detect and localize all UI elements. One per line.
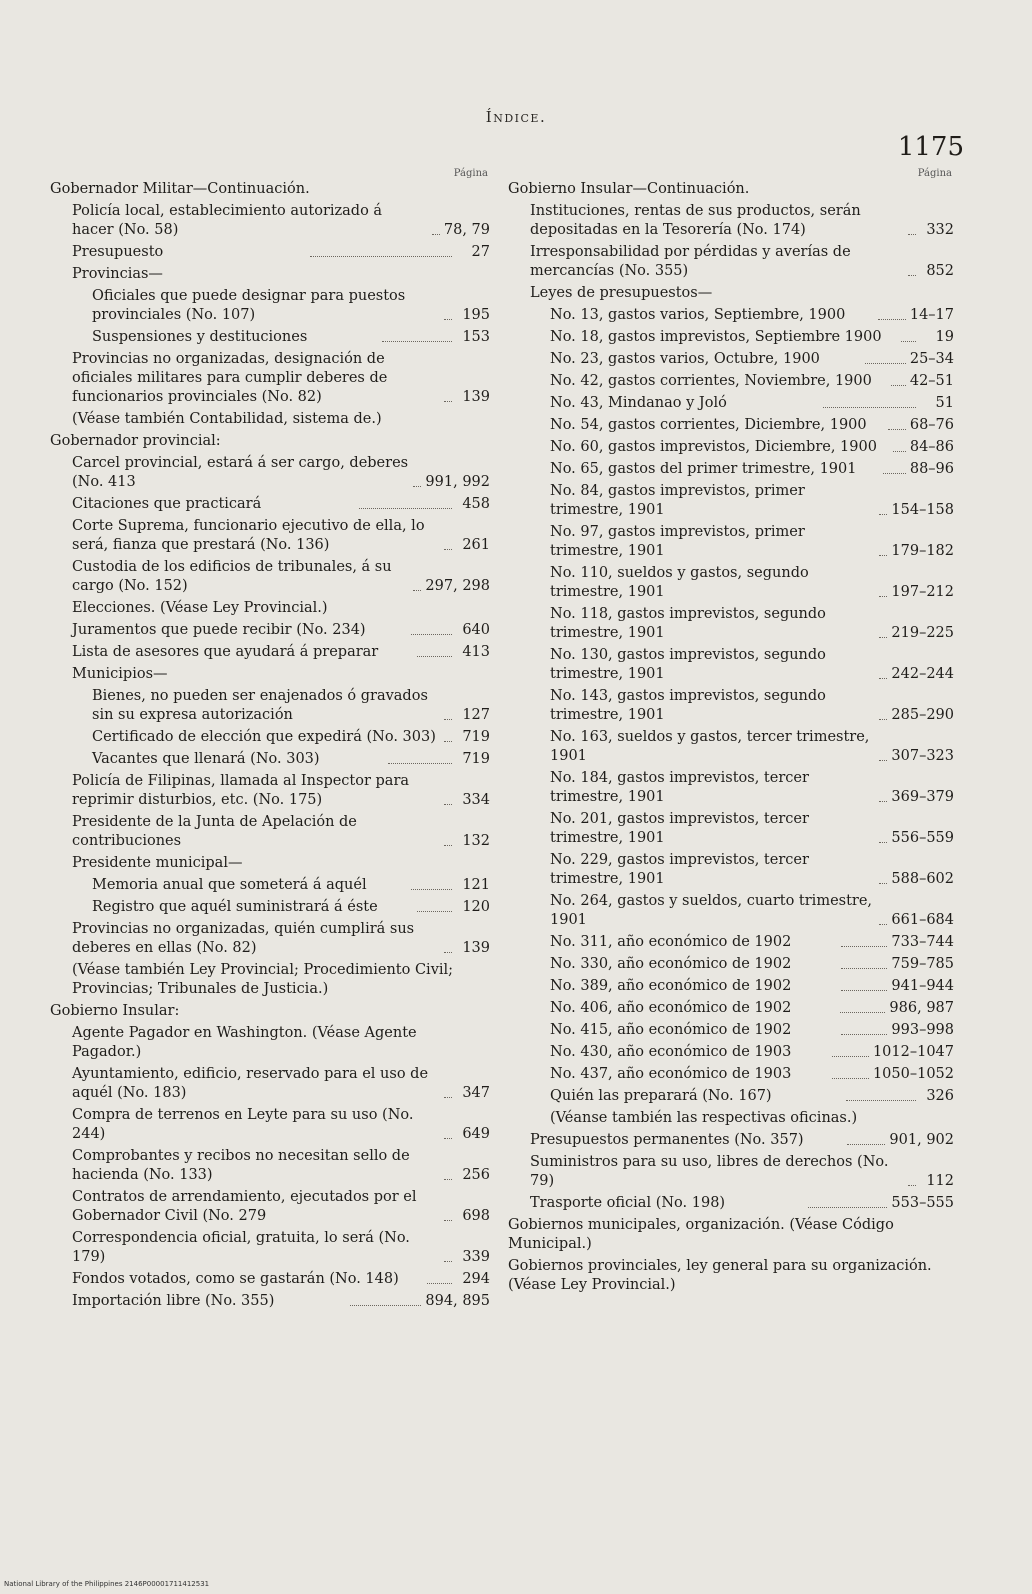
dot-leader — [444, 1220, 452, 1221]
entry-page: 25–34 — [909, 351, 955, 367]
footer-credit: National Library of the Philippines 2146P00001711412531 — [4, 1580, 210, 1588]
dot-leader — [879, 760, 887, 761]
entry-text: No. 130, gastos imprevistos, segundo trimestre, 1901 — [550, 647, 826, 682]
dot-leader — [444, 1261, 452, 1262]
entry-text: No. 60, gastos imprevistos, Diciembre, 1900 — [550, 439, 877, 455]
index-entry — [50, 558, 490, 596]
entry-text: Carcel provincial, estará á ser cargo, deberes (No. 413 — [72, 455, 409, 490]
index-entry — [50, 621, 490, 640]
entry-page: 132 — [462, 833, 490, 849]
dot-leader — [879, 596, 887, 597]
index-entry — [508, 1021, 954, 1040]
index-entry — [508, 438, 954, 457]
entry-page: 941–944 — [891, 978, 954, 994]
entry-page: 112 — [926, 1173, 954, 1189]
dot-leader — [879, 842, 887, 843]
index-entry — [50, 643, 490, 662]
index-entry — [508, 728, 954, 766]
entry-page: 139 — [462, 940, 490, 956]
dot-leader — [310, 256, 452, 257]
index-entry — [508, 372, 954, 391]
entry-page: 19 — [935, 329, 954, 345]
entry-page: 127 — [462, 707, 490, 723]
dot-leader — [879, 801, 887, 802]
dot-leader — [891, 385, 906, 386]
entry-page: 326 — [926, 1088, 955, 1104]
dot-leader — [879, 883, 887, 884]
index-entry — [50, 495, 490, 514]
entry-page: 195 — [462, 307, 490, 323]
entry-text: No. 311, año económico de 1902 — [550, 934, 792, 950]
entry-text: No. 97, gastos imprevistos, primer trimestre, 1901 — [550, 524, 805, 559]
dot-leader — [879, 678, 887, 679]
entry-text: Presupuesto — [72, 244, 164, 260]
entry-page: 256 — [462, 1167, 490, 1183]
index-entry — [50, 599, 490, 618]
dot-leader — [878, 319, 906, 320]
entry-page: 68–76 — [909, 417, 955, 433]
entry-text: Agente Pagador en Washington. (Véase Agente Pagador.) — [72, 1025, 417, 1060]
index-entry — [50, 1147, 490, 1185]
right-column-label: Página — [917, 168, 952, 179]
entry-text: Policía local, establecimiento autorizado á hacer (No. 58) — [72, 203, 383, 238]
index-entry — [50, 202, 490, 240]
index-entry — [50, 517, 490, 555]
entry-text: Presidente de la Junta de Apelación de contribuciones — [72, 814, 357, 849]
entry-page: 413 — [462, 644, 490, 660]
entry-page: 640 — [462, 622, 490, 638]
entry-page: 369–379 — [891, 789, 954, 805]
entry-text: Citaciones que practicará — [72, 496, 262, 512]
dot-leader — [417, 911, 452, 912]
entry-text: No. 229, gastos imprevistos, tercer trimestre, 1901 — [550, 852, 809, 887]
entry-text: Gobiernos municipales, organización. (Véase Código Municipal.) — [508, 1217, 894, 1252]
index-entry — [50, 961, 490, 999]
entry-text: Registro que aquél suministrará á éste — [92, 899, 378, 915]
entry-text: No. 163, sueldos y gastos, tercer trimestre, 1901 — [550, 729, 870, 764]
index-entry — [50, 1229, 490, 1267]
index-entry — [50, 1002, 490, 1021]
index-entry — [50, 350, 490, 407]
entry-page: 121 — [462, 877, 490, 893]
entry-page: 993–998 — [891, 1022, 954, 1038]
entry-text: Policía de Filipinas, llamada al Inspector para reprimir disturbios, etc. (No. 175) — [72, 773, 410, 808]
dot-leader — [841, 1034, 887, 1035]
dot-leader — [444, 845, 452, 846]
index-entry — [50, 750, 490, 769]
index-entry — [508, 1043, 954, 1062]
entry-page: 347 — [462, 1085, 490, 1101]
index-entry — [508, 646, 954, 684]
entry-page: 153 — [462, 329, 490, 345]
entry-page: 307–323 — [891, 748, 954, 764]
entry-page: 588–602 — [891, 871, 954, 887]
index-entry — [50, 410, 490, 429]
index-entry — [50, 898, 490, 917]
dot-leader — [840, 1012, 885, 1013]
entry-text: No. 110, sueldos y gastos, segundo trimestre, 1901 — [550, 565, 809, 600]
dot-leader — [444, 549, 452, 550]
entry-page: 1050–1052 — [872, 1066, 955, 1082]
dot-leader — [893, 451, 905, 452]
dot-leader — [444, 319, 452, 320]
entry-page: 339 — [462, 1249, 490, 1265]
index-entry — [50, 243, 490, 262]
right-column — [508, 168, 954, 1298]
right-entries — [508, 180, 954, 1295]
dot-leader — [846, 1100, 916, 1101]
index-entry — [50, 1065, 490, 1103]
dot-leader — [888, 429, 906, 430]
entry-text: Gobierno Insular—Continuación. — [508, 181, 750, 197]
dot-leader — [427, 1283, 452, 1284]
dot-leader — [413, 590, 421, 591]
index-entry — [508, 810, 954, 848]
entry-text: (Véase también Contabilidad, sistema de.) — [72, 411, 382, 427]
index-entry — [50, 687, 490, 725]
index-entry — [508, 202, 954, 240]
entry-page: 719 — [462, 751, 490, 767]
entry-page: 901, 902 — [889, 1132, 954, 1148]
entry-page: 261 — [462, 537, 490, 553]
entry-page: 242–244 — [891, 666, 954, 682]
dot-leader — [417, 656, 452, 657]
entry-text: Irresponsabilidad por pérdidas y averías de mercancías (No. 355) — [530, 244, 851, 279]
dot-leader — [841, 990, 887, 991]
entry-text: No. 389, año económico de 1902 — [550, 978, 792, 994]
dot-leader — [382, 341, 452, 342]
entry-text: No. 415, año económico de 1902 — [550, 1022, 792, 1038]
index-entry — [50, 876, 490, 895]
entry-text: No. 65, gastos del primer trimestre, 1901 — [550, 461, 857, 477]
dot-leader — [411, 889, 452, 890]
index-entry — [50, 772, 490, 810]
dot-leader — [879, 637, 887, 638]
index-entry — [508, 1065, 954, 1084]
entry-page: 649 — [462, 1126, 490, 1142]
index-entry — [50, 265, 490, 284]
entry-text: Leyes de presupuestos— — [530, 285, 713, 301]
entry-text: No. 23, gastos varios, Octubre, 1900 — [550, 351, 820, 367]
entry-text: Presidente municipal— — [72, 855, 243, 871]
entry-page: 14–17 — [909, 307, 955, 323]
entry-text: No. 43, Mindanao y Joló — [550, 395, 727, 411]
entry-text: Contratos de arrendamiento, ejecutados por el Gobernador Civil (No. 279 — [72, 1189, 417, 1224]
dot-leader — [432, 234, 440, 235]
index-entry — [508, 851, 954, 889]
index-entry — [50, 854, 490, 873]
entry-text: Gobiernos provinciales, ley general para su organización. (Véase Ley Provincial.) — [508, 1258, 932, 1293]
index-entry — [508, 564, 954, 602]
entry-text: Bienes, no pueden ser enajenados ó gravados sin su expresa autorización — [92, 688, 428, 723]
entry-page: 332 — [926, 222, 954, 238]
entry-text: Elecciones. (Véase Ley Provincial.) — [72, 600, 328, 616]
entry-text: No. 118, gastos imprevistos, segundo trimestre, 1901 — [550, 606, 826, 641]
index-entry — [508, 769, 954, 807]
entry-page: 986, 987 — [889, 1000, 954, 1016]
index-entry — [50, 1106, 490, 1144]
index-entry — [508, 350, 954, 369]
entry-page: 698 — [462, 1208, 490, 1224]
entry-text: Compra de terrenos en Leyte para su uso (No. 244) — [72, 1107, 414, 1142]
dot-leader — [879, 719, 887, 720]
entry-text: Vacantes que llenará (No. 303) — [92, 751, 320, 767]
index-entry — [508, 523, 954, 561]
entry-text: No. 430, año económico de 1903 — [550, 1044, 792, 1060]
index-entry — [508, 687, 954, 725]
left-column-label: Página — [453, 168, 488, 179]
entry-page: 719 — [462, 729, 490, 745]
entry-text: Comprobantes y recibos no necesitan sello de hacienda (No. 133) — [72, 1148, 410, 1183]
dot-leader — [847, 1144, 886, 1145]
dot-leader — [444, 804, 452, 805]
index-entry — [50, 432, 490, 451]
index-entry — [508, 955, 954, 974]
entry-page: 334 — [462, 792, 490, 808]
entry-text: Correspondencia oficial, gratuita, lo será (No. 179) — [72, 1230, 410, 1265]
dot-leader — [823, 407, 916, 408]
entry-text: Provincias no organizadas, designación de oficiales militares para cumplir deberes de funcionarios provinciales (No. 82) — [72, 351, 388, 405]
entry-text: No. 437, año económico de 1903 — [550, 1066, 792, 1082]
entry-text: No. 330, año económico de 1902 — [550, 956, 792, 972]
entry-text: Juramentos que puede recibir (No. 234) — [72, 622, 366, 638]
entry-text: Gobierno Insular: — [50, 1003, 180, 1019]
entry-page: 139 — [462, 389, 490, 405]
entry-text: No. 264, gastos y sueldos, cuarto trimestre, 1901 — [550, 893, 873, 928]
entry-text: Certificado de elección que expedirá (No. 303) — [92, 729, 436, 745]
entry-text: Ayuntamiento, edificio, reservado para el uso de aquél (No. 183) — [72, 1066, 429, 1101]
entry-text: Memoria anual que someterá á aquél — [92, 877, 367, 893]
dot-leader — [444, 1179, 452, 1180]
page-number: 1175 — [897, 132, 964, 162]
dot-leader — [883, 473, 906, 474]
entry-text: Suministros para su uso, libres de derechos (No. 79) — [530, 1154, 889, 1189]
index-entry — [508, 605, 954, 643]
entry-page: 285–290 — [891, 707, 954, 723]
index-entry — [50, 1188, 490, 1226]
dot-leader — [359, 508, 452, 509]
index-entry — [508, 933, 954, 952]
entry-text: No. 18, gastos imprevistos, Septiembre 1900 — [550, 329, 882, 345]
dot-leader — [444, 1138, 452, 1139]
index-entry — [50, 728, 490, 747]
entry-text: Gobernador provincial: — [50, 433, 221, 449]
entry-page: 733–744 — [891, 934, 954, 950]
entry-text: Importación libre (No. 355) — [72, 1293, 275, 1309]
entry-text: No. 54, gastos corrientes, Diciembre, 1900 — [550, 417, 867, 433]
dot-leader — [901, 341, 916, 342]
entry-text: No. 406, año económico de 1902 — [550, 1000, 792, 1016]
entry-page: 88–96 — [909, 461, 955, 477]
entry-text: (Véanse también las respectivas oficinas.) — [550, 1110, 858, 1126]
entry-text: Suspensiones y destituciones — [92, 329, 308, 345]
dot-leader — [808, 1207, 887, 1208]
entry-text: Lista de asesores que ayudará á preparar — [72, 644, 379, 660]
entry-text: Provincias no organizadas, quién cumplirá sus deberes en ellas (No. 82) — [72, 921, 415, 956]
index-entry — [508, 328, 954, 347]
entry-text: Trasporte oficial (No. 198) — [530, 1195, 726, 1211]
entry-page: 556–559 — [891, 830, 954, 846]
dot-leader — [350, 1305, 422, 1306]
left-column — [50, 168, 490, 1314]
index-entry — [508, 243, 954, 281]
index-entry — [508, 1109, 954, 1128]
entry-text: Corte Suprema, funcionario ejecutivo de ella, lo será, fianza que prestará (No. 136) — [72, 518, 425, 553]
index-entry — [50, 1270, 490, 1289]
dot-leader — [879, 514, 887, 515]
index-entry — [508, 1257, 954, 1295]
entry-text: No. 84, gastos imprevistos, primer trimestre, 1901 — [550, 483, 805, 518]
entry-page: 553–555 — [891, 1195, 954, 1211]
entry-page: 458 — [462, 496, 491, 512]
entry-text: No. 13, gastos varios, Septiembre, 1900 — [550, 307, 846, 323]
dot-leader — [841, 946, 887, 947]
entry-page: 894, 895 — [425, 1293, 490, 1309]
dot-leader — [444, 719, 452, 720]
entry-page: 197–212 — [891, 584, 954, 600]
index-entry — [508, 892, 954, 930]
entry-page: 51 — [935, 395, 954, 411]
entry-page: 179–182 — [891, 543, 954, 559]
left-entries — [50, 180, 490, 1311]
index-entry — [508, 284, 954, 303]
dot-leader — [841, 968, 887, 969]
entry-page: 294 — [462, 1271, 490, 1287]
index-entry — [50, 454, 490, 492]
entry-page: 42–51 — [909, 373, 955, 389]
entry-page: 1012–1047 — [872, 1044, 955, 1060]
entry-page: 154–158 — [891, 502, 954, 518]
index-entry — [508, 1131, 954, 1150]
dot-leader — [908, 234, 916, 235]
dot-leader — [908, 275, 916, 276]
index-entry — [508, 180, 954, 199]
index-entry — [508, 1216, 954, 1254]
index-entry — [508, 999, 954, 1018]
entry-page: 661–684 — [891, 912, 954, 928]
index-entry — [508, 1153, 954, 1191]
index-entry — [50, 287, 490, 325]
entry-page: 759–785 — [891, 956, 954, 972]
entry-page: 219–225 — [891, 625, 954, 641]
index-entry — [50, 665, 490, 684]
index-entry — [50, 1292, 490, 1311]
entry-text: Fondos votados, como se gastarán (No. 148) — [72, 1271, 399, 1287]
dot-leader — [413, 486, 421, 487]
entry-text: No. 143, gastos imprevistos, segundo trimestre, 1901 — [550, 688, 826, 723]
entry-text: Municipios— — [72, 666, 168, 682]
dot-leader — [444, 401, 452, 402]
entry-page: 27 — [471, 244, 490, 260]
index-entry — [508, 394, 954, 413]
entry-text: Gobernador Militar—Continuación. — [50, 181, 310, 197]
entry-page: 120 — [462, 899, 490, 915]
dot-leader — [879, 924, 887, 925]
entry-text: Quién las preparará (No. 167) — [550, 1088, 772, 1104]
entry-text: No. 201, gastos imprevistos, tercer trimestre, 1901 — [550, 811, 809, 846]
entry-text: Presupuestos permanentes (No. 357) — [530, 1132, 804, 1148]
entry-text: No. 184, gastos imprevistos, tercer trimestre, 1901 — [550, 770, 809, 805]
entry-text: Provincias— — [72, 266, 163, 282]
entry-text: No. 42, gastos corrientes, Noviembre, 1900 — [550, 373, 872, 389]
dot-leader — [865, 363, 906, 364]
index-entry — [508, 482, 954, 520]
index-entry — [50, 180, 490, 199]
dot-leader — [908, 1185, 916, 1186]
dot-leader — [879, 555, 887, 556]
entry-text: Custodia de los edificios de tribunales, á su cargo (No. 152) — [72, 559, 392, 594]
entry-text: (Véase también Ley Provincial; Procedimiento Civil; Provincias; Tribunales de Justicia.) — [72, 962, 454, 997]
dot-leader — [388, 763, 452, 764]
index-entry — [50, 920, 490, 958]
dot-leader — [832, 1056, 869, 1057]
entry-page: 84–86 — [909, 439, 954, 455]
entry-page: 297, 298 — [425, 578, 490, 594]
dot-leader — [832, 1078, 869, 1079]
page-header-title: Índice. — [485, 108, 547, 126]
index-entry — [508, 416, 954, 435]
index-entry — [50, 813, 490, 851]
index-entry — [508, 1087, 954, 1106]
index-entry — [50, 1024, 490, 1062]
index-entry — [508, 306, 954, 325]
index-entry — [508, 460, 954, 479]
dot-leader — [411, 634, 452, 635]
index-entry — [508, 1194, 954, 1213]
entry-text: Oficiales que puede designar para puestos provinciales (No. 107) — [92, 288, 406, 323]
index-entry — [508, 977, 954, 996]
entry-page: 991, 992 — [425, 474, 490, 490]
dot-leader — [444, 1097, 452, 1098]
entry-page: 78, 79 — [443, 222, 490, 238]
dot-leader — [444, 952, 452, 953]
index-entry — [50, 328, 490, 347]
entry-page: 852 — [926, 263, 954, 279]
dot-leader — [444, 741, 452, 742]
entry-text: Instituciones, rentas de sus productos, serán depositadas en la Tesorería (No. 174) — [530, 203, 861, 238]
